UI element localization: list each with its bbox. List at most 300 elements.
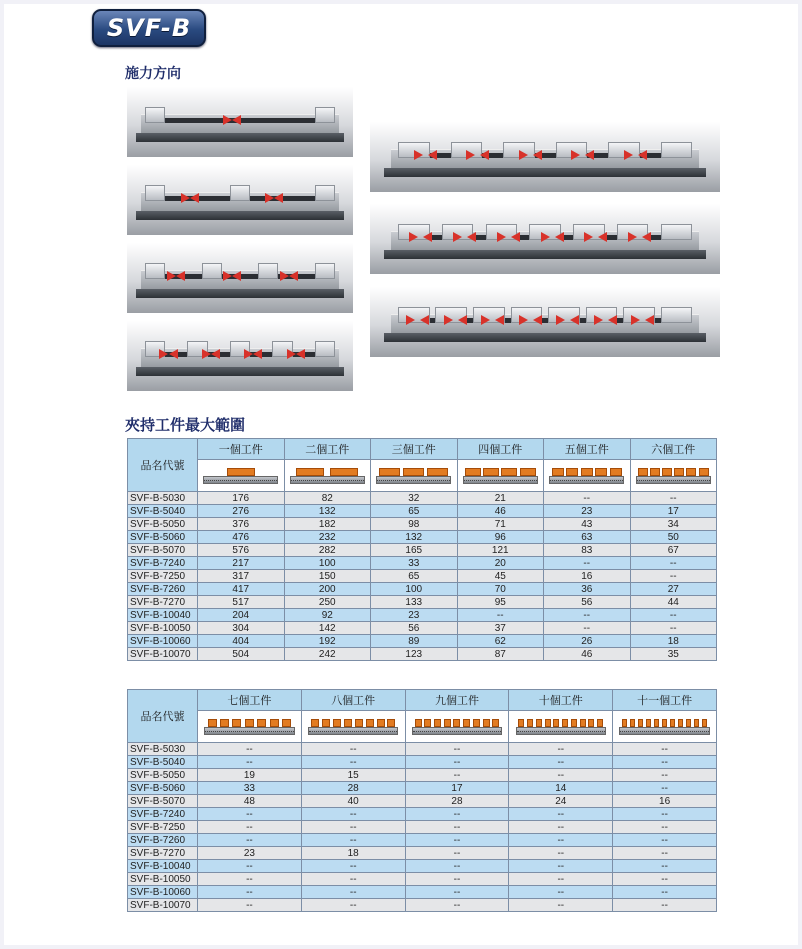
diagram-cell [198, 460, 285, 492]
vise-photo-left-4 [127, 321, 353, 391]
force-arrow-icon [176, 271, 185, 281]
force-arrow-icon [428, 150, 437, 160]
range-value-cell: 404 [198, 635, 285, 648]
range-value-cell: -- [509, 769, 613, 782]
workpiece-block [686, 468, 696, 476]
workpiece-block [434, 719, 441, 727]
range-value-cell: -- [630, 609, 717, 622]
workpiece-block [566, 468, 578, 476]
model-code-cell: SVF-B-7240 [128, 557, 198, 570]
vise-base [136, 367, 344, 375]
range-value-cell: 16 [613, 795, 717, 808]
workpiece-diagram [412, 717, 502, 737]
table-row [128, 609, 717, 622]
workpiece-block [377, 719, 385, 727]
model-code-cell: SVF-B-7250 [128, 570, 198, 583]
workpiece-block [545, 719, 551, 727]
range-value-cell: 37 [457, 622, 544, 635]
range-value-cell: 282 [284, 544, 371, 557]
range-value-cell: 217 [198, 557, 285, 570]
force-arrow-icon [453, 232, 462, 242]
range-value-cell: -- [630, 557, 717, 570]
force-arrow-icon [480, 150, 489, 160]
workpiece-block [355, 719, 363, 727]
vise-jaw [145, 107, 165, 124]
vise-base [136, 211, 344, 219]
range-value-cell: -- [509, 808, 613, 821]
table-row [128, 847, 717, 860]
workpiece-block [638, 719, 643, 727]
vise-rail [636, 476, 711, 484]
range-value-cell: -- [405, 808, 509, 821]
table-row [128, 899, 717, 912]
range-value-cell: -- [630, 492, 717, 505]
model-code-cell: SVF-B-5060 [128, 531, 198, 544]
range-value-cell: -- [301, 860, 405, 873]
workpiece-block [662, 468, 672, 476]
range-value-cell: -- [405, 756, 509, 769]
range-value-cell: 18 [630, 635, 717, 648]
workpiece-block [257, 719, 266, 727]
workpiece-block [702, 719, 707, 727]
force-arrow-icon [287, 349, 296, 359]
force-arrow-icon [289, 271, 298, 281]
range-value-cell: -- [457, 609, 544, 622]
vise-jaw [230, 185, 250, 202]
force-arrow-icon [244, 349, 253, 359]
range-value-cell: -- [509, 821, 613, 834]
range-value-cell: 17 [630, 505, 717, 518]
range-value-cell: -- [509, 886, 613, 899]
model-code-cell: SVF-B-5070 [128, 795, 198, 808]
force-arrow-icon [533, 315, 542, 325]
clamping-range-heading: 夾持工件最大範圍 [125, 416, 246, 434]
force-arrow-icon [265, 193, 274, 203]
range-value-cell: -- [613, 782, 717, 795]
workpiece-block [208, 719, 217, 727]
workpiece-block [650, 468, 660, 476]
range-value-cell: -- [198, 743, 302, 756]
table-header-row [128, 439, 717, 460]
force-arrow-icon [624, 150, 633, 160]
workpiece-block [379, 468, 400, 476]
workpiece-block [588, 719, 594, 727]
range-value-cell: 476 [198, 531, 285, 544]
workpiece-block [571, 719, 577, 727]
workpiece-block [270, 719, 279, 727]
model-code-cell: SVF-B-5070 [128, 544, 198, 557]
workpiece-diagram [204, 717, 294, 737]
force-arrow-icon [608, 315, 617, 325]
diagram-cell [284, 460, 371, 492]
force-arrow-icon [202, 349, 211, 359]
force-arrow-icon [533, 150, 542, 160]
range-value-cell: -- [613, 847, 717, 860]
range-value-cell: -- [613, 769, 717, 782]
workpiece-block [580, 719, 586, 727]
range-value-cell: 100 [371, 583, 458, 596]
range-value-cell: -- [198, 860, 302, 873]
range-value-cell: -- [613, 899, 717, 912]
clamping-range-table-1 [127, 438, 717, 661]
range-value-cell: -- [405, 847, 509, 860]
force-arrow-icon [414, 150, 423, 160]
vise-jaw [145, 185, 165, 202]
range-value-cell: 34 [630, 518, 717, 531]
diagram-cell [630, 460, 717, 492]
workpiece-diagram [290, 466, 365, 486]
force-arrow-icon [181, 193, 190, 203]
vise-jaw [315, 263, 335, 280]
force-arrow-icon [570, 315, 579, 325]
range-value-cell: 150 [284, 570, 371, 583]
workpiece-block [463, 719, 470, 727]
range-value-cell: -- [301, 886, 405, 899]
model-code-cell: SVF-B-10070 [128, 899, 198, 912]
model-code-cell: SVF-B-10050 [128, 873, 198, 886]
range-value-cell: 204 [198, 609, 285, 622]
vise-photo-right-3 [370, 287, 720, 357]
range-value-cell: 242 [284, 648, 371, 661]
workpiece-block [232, 719, 241, 727]
range-value-cell: 33 [371, 557, 458, 570]
range-value-cell: -- [301, 873, 405, 886]
range-value-cell: 46 [544, 648, 631, 661]
model-code-cell: SVF-B-10060 [128, 886, 198, 899]
range-value-cell: -- [301, 899, 405, 912]
range-value-cell: -- [405, 899, 509, 912]
workpiece-block [403, 468, 424, 476]
range-value-cell: -- [509, 834, 613, 847]
range-value-cell: 250 [284, 596, 371, 609]
range-value-cell: 92 [284, 609, 371, 622]
force-arrow-icon [519, 150, 528, 160]
range-value-cell: 133 [371, 596, 458, 609]
model-code-header: 品名代號 [128, 690, 198, 743]
workpiece-diagram [463, 466, 538, 486]
range-value-cell: -- [630, 622, 717, 635]
workpiece-count-header: 二個工件 [284, 439, 371, 460]
range-value-cell: 45 [457, 570, 544, 583]
vise-jaw [315, 341, 335, 358]
workpiece-block [597, 719, 603, 727]
range-value-cell: 33 [198, 782, 302, 795]
range-value-cell: 46 [457, 505, 544, 518]
workpiece-block [520, 468, 536, 476]
range-value-cell: 83 [544, 544, 631, 557]
range-value-cell: 50 [630, 531, 717, 544]
workpiece-count-header: 七個工件 [198, 690, 302, 711]
vise-base [136, 289, 344, 297]
range-value-cell: 40 [301, 795, 405, 808]
workpiece-block [678, 719, 683, 727]
model-code-cell: SVF-B-5050 [128, 769, 198, 782]
range-value-cell: 200 [284, 583, 371, 596]
model-code-cell: SVF-B-7250 [128, 821, 198, 834]
range-value-cell: 376 [198, 518, 285, 531]
range-value-cell: 35 [630, 648, 717, 661]
workpiece-count-header: 九個工件 [405, 690, 509, 711]
range-value-cell: 182 [284, 518, 371, 531]
range-value-cell: 304 [198, 622, 285, 635]
range-value-cell: -- [301, 821, 405, 834]
workpiece-count-header: 十個工件 [509, 690, 613, 711]
range-value-cell: -- [405, 769, 509, 782]
force-arrow-icon [555, 232, 564, 242]
workpiece-diagram [376, 466, 451, 486]
range-value-cell: -- [544, 609, 631, 622]
range-value-cell: 100 [284, 557, 371, 570]
range-value-cell: 123 [371, 648, 458, 661]
force-arrow-icon [223, 115, 232, 125]
force-arrow-icon [628, 232, 637, 242]
model-code-cell: SVF-B-5060 [128, 782, 198, 795]
workpiece-diagram [203, 466, 278, 486]
vise-base [384, 168, 706, 176]
table-row [128, 596, 717, 609]
range-value-cell: 23 [198, 847, 302, 860]
range-value-cell: 71 [457, 518, 544, 531]
range-value-cell: 504 [198, 648, 285, 661]
range-value-cell: 16 [544, 570, 631, 583]
force-arrow-icon [232, 115, 241, 125]
model-code-cell: SVF-B-10050 [128, 622, 198, 635]
range-value-cell: 176 [198, 492, 285, 505]
workpiece-count-header: 十一個工件 [613, 690, 717, 711]
range-value-cell: 87 [457, 648, 544, 661]
range-value-cell: 27 [630, 583, 717, 596]
range-value-cell: 142 [284, 622, 371, 635]
range-value-cell: 132 [371, 531, 458, 544]
diagram-row [128, 460, 717, 492]
range-value-cell: 65 [371, 570, 458, 583]
force-arrow-icon [594, 315, 603, 325]
force-arrow-icon [481, 315, 490, 325]
force-arrow-icon [642, 232, 651, 242]
vise-base [384, 333, 706, 341]
table-row [128, 635, 717, 648]
force-arrow-icon [274, 193, 283, 203]
force-arrow-icon [296, 349, 305, 359]
table-row [128, 886, 717, 899]
vise-jaw [315, 107, 335, 124]
range-value-cell: -- [544, 622, 631, 635]
workpiece-block [322, 719, 330, 727]
workpiece-block [227, 468, 255, 476]
force-arrow-icon [167, 271, 176, 281]
range-value-cell: 96 [457, 531, 544, 544]
table-row [128, 743, 717, 756]
workpiece-block [553, 719, 559, 727]
vise-rail [376, 476, 451, 484]
workpiece-block [622, 719, 627, 727]
vise-rail [290, 476, 365, 484]
range-value-cell: 28 [301, 782, 405, 795]
table-row [128, 570, 717, 583]
range-value-cell: 98 [371, 518, 458, 531]
range-value-cell: -- [509, 756, 613, 769]
workpiece-block [501, 468, 517, 476]
model-code-cell: SVF-B-7260 [128, 583, 198, 596]
force-arrow-icon [253, 349, 262, 359]
range-value-cell: 56 [371, 622, 458, 635]
range-value-cell: -- [198, 886, 302, 899]
table-row [128, 622, 717, 635]
range-value-cell: -- [544, 557, 631, 570]
vise-rail [619, 727, 709, 735]
range-value-cell: -- [630, 570, 717, 583]
range-value-cell: 18 [301, 847, 405, 860]
model-code-cell: SVF-B-5030 [128, 492, 198, 505]
range-value-cell: 317 [198, 570, 285, 583]
range-value-cell: 14 [509, 782, 613, 795]
vise-jaw [258, 263, 278, 280]
table-row [128, 782, 717, 795]
diagram-row [128, 711, 717, 743]
range-value-cell: 63 [544, 531, 631, 544]
force-arrow-icon [495, 315, 504, 325]
range-value-cell: 192 [284, 635, 371, 648]
vise-jaw [315, 185, 335, 202]
product-logo [92, 9, 206, 47]
model-code-cell: SVF-B-10040 [128, 860, 198, 873]
force-arrow-icon [423, 232, 432, 242]
workpiece-block [536, 719, 542, 727]
workpiece-block [581, 468, 593, 476]
workpiece-block [311, 719, 319, 727]
range-value-cell: 43 [544, 518, 631, 531]
force-arrow-icon [645, 315, 654, 325]
workpiece-block [694, 719, 699, 727]
model-code-cell: SVF-B-7270 [128, 847, 198, 860]
range-value-cell: -- [405, 886, 509, 899]
force-arrow-icon [223, 271, 232, 281]
range-value-cell: 121 [457, 544, 544, 557]
range-value-cell: -- [405, 873, 509, 886]
table-row [128, 544, 717, 557]
range-value-cell: -- [613, 821, 717, 834]
force-arrow-icon [420, 315, 429, 325]
force-arrow-icon [556, 315, 565, 325]
workpiece-block [492, 719, 499, 727]
workpiece-block [552, 468, 564, 476]
workpiece-block [662, 719, 667, 727]
force-arrow-icon [190, 193, 199, 203]
workpiece-block [518, 719, 524, 727]
workpiece-diagram [308, 717, 398, 737]
workpiece-diagram [549, 466, 624, 486]
range-value-cell: -- [509, 847, 613, 860]
vise-jaw [202, 263, 222, 280]
range-value-cell: -- [198, 873, 302, 886]
model-code-cell: SVF-B-5030 [128, 743, 198, 756]
vise-photo-right-1 [370, 122, 720, 192]
range-value-cell: 276 [198, 505, 285, 518]
diagram-cell [613, 711, 717, 743]
range-value-cell: -- [509, 743, 613, 756]
range-value-cell: 24 [509, 795, 613, 808]
range-value-cell: 17 [405, 782, 509, 795]
range-value-cell: 36 [544, 583, 631, 596]
clamping-range-table-2 [127, 689, 717, 912]
workpiece-block [686, 719, 691, 727]
workpiece-block [562, 719, 568, 727]
range-value-cell: -- [405, 834, 509, 847]
range-value-cell: 21 [457, 492, 544, 505]
vise-jaw [145, 263, 165, 280]
table-row [128, 492, 717, 505]
force-arrow-icon [406, 315, 415, 325]
vise-rail [549, 476, 624, 484]
workpiece-block [630, 719, 635, 727]
range-value-cell: -- [613, 743, 717, 756]
workpiece-block [638, 468, 648, 476]
range-value-cell: -- [509, 899, 613, 912]
range-value-cell: -- [613, 808, 717, 821]
workpiece-block [670, 719, 675, 727]
workpiece-block [654, 719, 659, 727]
model-code-cell: SVF-B-10040 [128, 609, 198, 622]
logo-text: SVF-B [106, 14, 192, 42]
diagram-cell [544, 460, 631, 492]
model-code-cell: SVF-B-7270 [128, 596, 198, 609]
vise-photo-left-1 [127, 87, 353, 157]
table-row [128, 531, 717, 544]
table-row [128, 873, 717, 886]
workpiece-diagram [619, 717, 709, 737]
force-arrow-icon [211, 349, 220, 359]
workpiece-block [387, 719, 395, 727]
range-value-cell: 62 [457, 635, 544, 648]
force-arrow-icon [571, 150, 580, 160]
workpiece-block [595, 468, 607, 476]
table-row [128, 860, 717, 873]
workpiece-block [282, 719, 291, 727]
range-value-cell: 95 [457, 596, 544, 609]
range-value-cell: -- [301, 834, 405, 847]
force-arrow-icon [519, 315, 528, 325]
table-row [128, 583, 717, 596]
workpiece-count-header: 五個工件 [544, 439, 631, 460]
workpiece-count-header: 一個工件 [198, 439, 285, 460]
range-value-cell: -- [198, 808, 302, 821]
vise-photo-left-3 [127, 243, 353, 313]
workpiece-count-header: 四個工件 [457, 439, 544, 460]
force-arrow-icon [466, 150, 475, 160]
workpiece-count-header: 三個工件 [371, 439, 458, 460]
vise-base [384, 250, 706, 258]
diagram-cell [509, 711, 613, 743]
vise-base [136, 133, 344, 141]
force-arrow-icon [232, 271, 241, 281]
workpiece-block [296, 468, 324, 476]
model-code-cell: SVF-B-5040 [128, 505, 198, 518]
range-value-cell: 232 [284, 531, 371, 544]
table-row [128, 505, 717, 518]
range-value-cell: 44 [630, 596, 717, 609]
range-value-cell: 23 [371, 609, 458, 622]
workpiece-block [674, 468, 684, 476]
range-value-cell: 89 [371, 635, 458, 648]
table-row [128, 795, 717, 808]
table-header-row [128, 690, 717, 711]
model-code-cell: SVF-B-5040 [128, 756, 198, 769]
workpiece-block [415, 719, 422, 727]
force-arrow-icon [159, 349, 168, 359]
diagram-cell [371, 460, 458, 492]
vise-rail [308, 727, 398, 735]
workpiece-block [646, 719, 651, 727]
